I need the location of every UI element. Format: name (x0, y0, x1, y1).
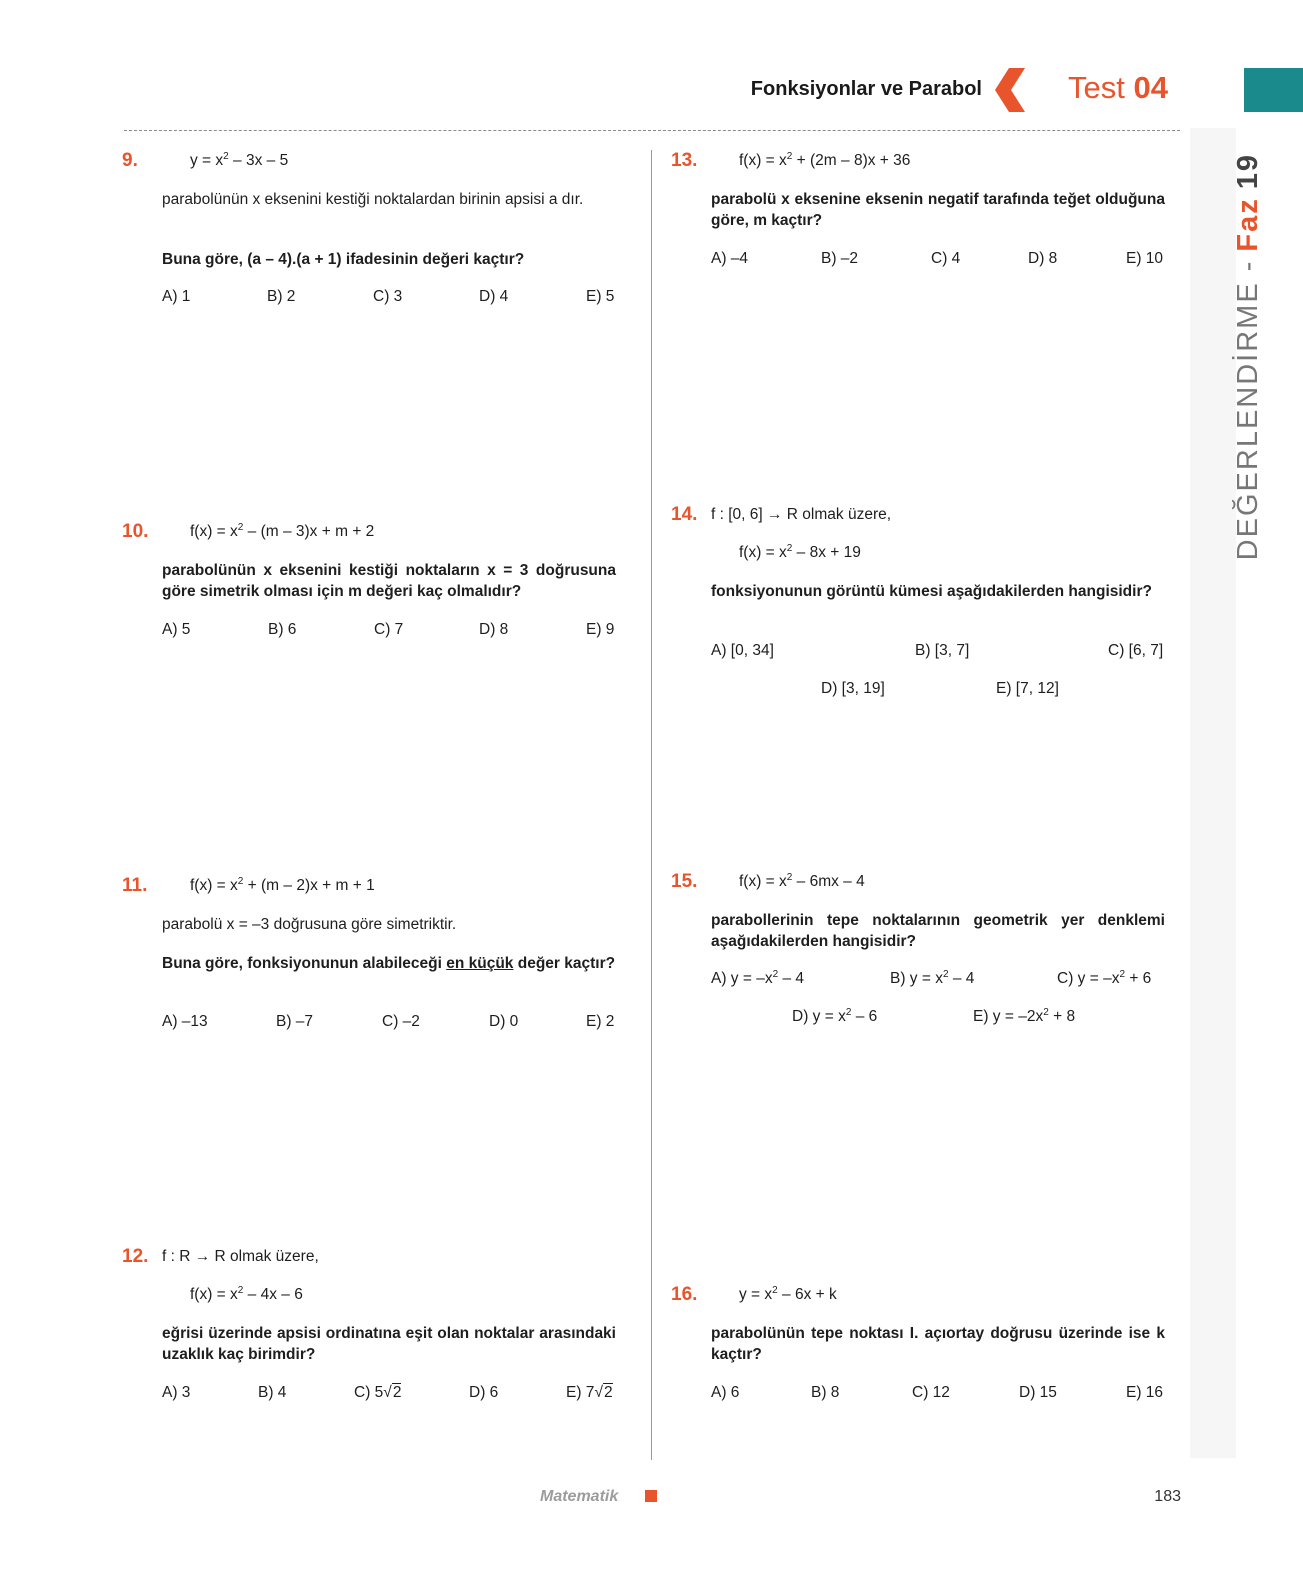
option-e[interactable]: E) 5 (586, 288, 615, 305)
test-label: Test 04 (1068, 70, 1168, 105)
question-prompt: eğrisi üzerinde apsisi ordinatına eşit olan noktalar arasındaki uzaklık kaç birimdir? (162, 1325, 616, 1363)
chevron-left-icon (995, 68, 1025, 112)
option-a[interactable]: A) 6 (711, 1384, 740, 1401)
option-d[interactable]: D) 6 (469, 1384, 499, 1401)
option-d[interactable]: D) 0 (489, 1013, 519, 1030)
question-intro: f : R → R olmak üzere, (162, 1248, 319, 1265)
option-a[interactable]: A) [0, 34] (711, 642, 774, 659)
option-e[interactable]: E) 2 (586, 1013, 615, 1030)
option-c[interactable]: C) $y = -x^2 + 6$ (1057, 968, 1152, 987)
option-d[interactable]: D) 4 (479, 288, 509, 305)
option-b[interactable]: B) 6 (268, 621, 297, 638)
option-c[interactable]: C) 4 (931, 250, 961, 267)
option-b[interactable]: B) 2 (267, 288, 296, 305)
option-d[interactable]: D) 8 (479, 621, 509, 638)
question-prompt: Buna göre, fonksiyonunun alabileceği en küçük değer kaçtır? (162, 955, 616, 972)
question-number: 14. (671, 504, 698, 525)
option-c[interactable]: C) 12 (912, 1384, 950, 1401)
option-d[interactable]: D) 8 (1028, 250, 1058, 267)
question-number: 10. (122, 521, 149, 542)
question-prompt: parabollerinin tepe noktalarının geometrik yer denklemi aşağıdakilerden hangisidir? (711, 912, 1165, 950)
question-number: 13. (671, 150, 698, 171)
question-prompt: parabolünün tepe noktası I. açıortay doğrusu üzerinde ise k kaçtır? (711, 1325, 1165, 1363)
option-e[interactable]: E) [7, 12] (996, 680, 1059, 697)
equation: $f(x) = x^2 - 6mx - 4$ (739, 871, 865, 890)
question-prompt: fonksiyonunun görüntü kümesi aşağıdakilerden hangisidir? (711, 583, 1152, 600)
equation: $f(x) = x^2 + (m - 2)x + m + 1$ (190, 875, 375, 894)
footer-subject: Matematik (540, 1488, 619, 1505)
equation: $y = x^2 - 6x + k$ (739, 1284, 837, 1303)
option-e[interactable]: E) 10 (1126, 250, 1164, 267)
option-a[interactable]: A) 1 (162, 288, 191, 305)
option-b[interactable]: B) $y = x^2 - 4$ (890, 968, 975, 987)
question-number: 16. (671, 1284, 698, 1305)
question-text: parabolü x = –3 doğrusuna göre simetriktir. (162, 916, 457, 933)
side-strip (1190, 128, 1236, 1458)
question-number: 11. (122, 875, 148, 896)
option-a[interactable]: A) $y = -x^2 - 4$ (711, 968, 805, 987)
option-b[interactable]: B) –7 (276, 1013, 314, 1030)
option-c[interactable]: C) 3 (373, 288, 403, 305)
option-e[interactable]: E) 9 (586, 621, 615, 638)
option-d[interactable]: D) 15 (1019, 1384, 1057, 1401)
option-e[interactable]: E) 16 (1126, 1384, 1164, 1401)
option-c[interactable]: C) [6, 7] (1108, 642, 1164, 659)
option-c[interactable]: C) –2 (382, 1013, 420, 1030)
option-b[interactable]: B) 4 (258, 1384, 287, 1401)
option-b[interactable]: B) 8 (811, 1384, 840, 1401)
side-section-label: DEĞERLENDİRME - Faz 19 (1232, 153, 1264, 561)
question-text: parabolünün x eksenini kestiği noktalardan birinin apsisi a dır. (162, 191, 584, 208)
question-prompt: parabolü x eksenine eksenin negatif tarafında teğet olduğuna göre, m kaçtır? (711, 191, 1165, 229)
question-prompt: Buna göre, (a – 4).(a + 1) ifadesinin değeri kaçtır? (162, 251, 525, 268)
question-intro: f : [0, 6] → R olmak üzere, (711, 506, 892, 523)
option-a[interactable]: A) 3 (162, 1384, 191, 1401)
option-c[interactable]: C) 7 (374, 621, 404, 638)
option-d[interactable]: D) [3, 19] (821, 680, 885, 697)
question-prompt: parabolünün x eksenini kestiği noktaların x = 3 doğrusuna göre simetrik olması için m değeri kaç olmalıdır? (162, 562, 616, 600)
option-b[interactable]: B) –2 (821, 250, 859, 267)
column-divider (651, 150, 652, 1460)
equation: $f(x) = x^2 + (2m - 8)x + 36$ (739, 150, 911, 169)
question-number: 15. (671, 871, 698, 892)
option-c[interactable]: C) 5√2 (354, 1384, 402, 1401)
question-number: 9. (122, 150, 138, 171)
option-e[interactable]: E) 7√2 (566, 1384, 613, 1401)
equation: $f(x) = x^2 - 4x - 6$ (190, 1284, 303, 1303)
equation: $f(x) = x^2 - (m - 3)x + m + 2$ (190, 521, 375, 540)
option-b[interactable]: B) [3, 7] (915, 642, 970, 659)
equation: $f(x) = x^2 - 8x + 19$ (739, 542, 861, 561)
equation: $y = x^2 - 3x - 5$ (190, 150, 289, 169)
option-a[interactable]: A) –4 (711, 250, 749, 267)
question-number: 12. (122, 1246, 149, 1267)
option-a[interactable]: A) –13 (162, 1013, 208, 1030)
faz-logo: Faz (1232, 197, 1264, 252)
option-d[interactable]: D) $y = x^2 - 6$ (792, 1006, 878, 1025)
header-accent-bar (1244, 68, 1303, 112)
footer-square-icon (645, 1490, 657, 1502)
page-number: 183 (1154, 1488, 1181, 1505)
header-divider (124, 130, 1180, 131)
option-e[interactable]: E) $y = -2x^2 + 8$ (973, 1006, 1076, 1025)
chapter-title: Fonksiyonlar ve Parabol (750, 78, 982, 100)
option-a[interactable]: A) 5 (162, 621, 191, 638)
